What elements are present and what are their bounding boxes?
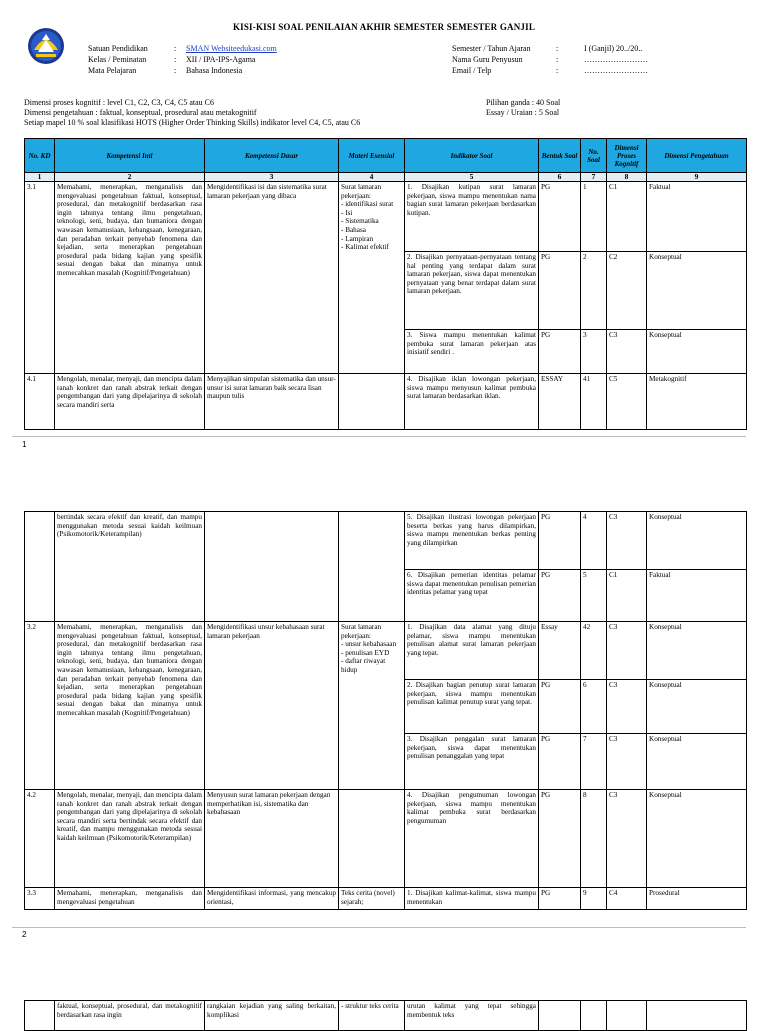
- spec-hots: Setiap mapel 10 % soal klasifikasi HOTS (Higher Order Thinking Skills) indikator level C4, C5, atau C6: [24, 118, 361, 127]
- materi-esensial: Teks cerita (novel) sejarah;: [339, 888, 405, 910]
- meta-sep: :: [556, 66, 559, 75]
- bentuk-soal: PG: [539, 790, 581, 888]
- kd-number: [25, 512, 55, 622]
- kompetensi-dasar: Mengidentifikasi isi dan sistematika surat lamaran pekerjaan yang dibaca: [205, 182, 339, 374]
- no-soal: 2: [581, 252, 607, 330]
- table-row: [25, 888, 747, 910]
- proses-kognitif: C5: [607, 374, 647, 430]
- proses-kognitif: C2: [607, 252, 647, 330]
- table-row: [25, 790, 747, 888]
- proses-kognitif: C3: [607, 680, 647, 734]
- bentuk-soal: PG: [539, 512, 581, 570]
- meta-semester-label: Semester / Tahun Ajaran: [452, 44, 531, 53]
- kisi-table-page-2: [24, 511, 747, 910]
- table-row: [25, 182, 747, 252]
- kompetensi-inti: bertindak secara efektif dan kreatif, dan mampu menggunakan metoda sesuai kaidah keilmuan (Psikomotorik/Keterampilan): [55, 512, 205, 622]
- bentuk-soal: PG: [539, 252, 581, 330]
- meta-sep: :: [556, 55, 559, 64]
- kd-number: 3.2: [25, 622, 55, 790]
- kd-number: 3.1: [25, 182, 55, 374]
- indikator-soal: 2. Disajikan pernyataan-pernyataan tentang hal penting yang terdapat dalam surat lamaran pekerjaan, siswa dapat menentukan pernyataan yang benar terdapat dalam surat lamaran pekerjaan.: [405, 252, 539, 330]
- meta-subject-label: Mata Pelajaran: [88, 66, 137, 75]
- school-link[interactable]: SMAN Websiteedukasi.com: [186, 44, 277, 53]
- materi-title: Surat lamaran pekerjaan:: [341, 623, 382, 640]
- meta-sep: :: [174, 66, 177, 75]
- bentuk-soal: PG: [539, 680, 581, 734]
- dimensi-pengetahuan: Metakognitif: [647, 374, 747, 430]
- proses-kognitif: C3: [607, 512, 647, 570]
- header-cell: Dimensi Pengetahuan: [647, 139, 747, 173]
- bentuk-soal: Essay: [539, 622, 581, 680]
- proses-kognitif: C1: [607, 570, 647, 622]
- materi-item: - Lampiran: [341, 234, 374, 243]
- no-soal: 3: [581, 330, 607, 374]
- no-soal: 41: [581, 374, 607, 430]
- kompetensi-inti: Mengolah, menalar, menyaji, dan mencipta dalam ranah konkret dan ranah abstrak terkait dengan pengembangan dari yang dipelajarinya di sekolah secara mandiri serta: [55, 374, 205, 430]
- table-header-row: [25, 139, 747, 173]
- indikator-soal: 1. Disajikan kalimat-kalimat, siswa mampu menentukan: [405, 888, 539, 910]
- kd-number: [25, 1001, 55, 1031]
- table-row: [25, 374, 747, 430]
- materi-esensial: [339, 790, 405, 888]
- meta-sep: :: [174, 55, 177, 64]
- col-number: 6: [539, 173, 581, 182]
- materi-list: [341, 200, 402, 252]
- materi-item: - Sistematika: [341, 217, 379, 226]
- no-soal: 1: [581, 182, 607, 252]
- materi-item: - identifikasi surat: [341, 200, 394, 209]
- dimensi-pengetahuan: Konseptual: [647, 252, 747, 330]
- table-row: [25, 512, 747, 570]
- meta-sep: :: [556, 44, 559, 53]
- indikator-soal: 2. Disajikan bagian penutup surat lamaran pekerjaan, siswa mampu menentukan penulisan kalimat penutup surat yang tepat.: [405, 680, 539, 734]
- kompetensi-dasar: Mengidentifikasi informasi, yang mencakup orientasi,: [205, 888, 339, 910]
- proses-kognitif: C4: [607, 888, 647, 910]
- dimensi-pengetahuan: Konseptual: [647, 790, 747, 888]
- kompetensi-inti: Memahami, menerapkan, menganalisis dan mengevaluasi pengetahuan faktual, konseptual, prosedural, dan metakognitif berdasarkan rasa ingin tahunya tentang ilmu pengetahuan, teknologi, seni, budaya, dan humaniora dengan wawasan kemanusiaan, kebangsaan, kenegaraan, dan peradaban terkait penyebab fenomena dan kejadian, serta menerapkan pengetahuan prosedural pada bidang kajian yang spesifik sesuai dengan bakat dan minatnya untuk memecahkan masalah (Kognitif/Pengetahuan): [55, 622, 205, 790]
- materi-item: - unsur kebahasaan: [341, 640, 397, 649]
- page-number: 2: [22, 930, 27, 939]
- indikator-soal: 1. Disajikan kutipan surat lamaran pekerjaan, siswa mampu menentukan nama bagian surat lamaran pekerjaan berdasarkan kutipan.: [405, 182, 539, 252]
- header-cell: Indikator Soal: [405, 139, 539, 173]
- indikator-soal: 1. Disajikan data alamat yang dituju pelamar, siswa mampu menentukan penulisan alamat surat lamaran pekerjaan yang tepat.: [405, 622, 539, 680]
- no-soal: 42: [581, 622, 607, 680]
- bentuk-soal: ESSAY: [539, 374, 581, 430]
- meta-email-value: ……………………: [584, 66, 648, 75]
- header-cell: Kompetensi Inti: [55, 139, 205, 173]
- dimensi-pengetahuan: Konseptual: [647, 512, 747, 570]
- header-cell: No. Soal: [581, 139, 607, 173]
- spec-pengetahuan: Dimensi pengetahuan : faktual, konseptual, prosedural atau metakognitif: [24, 108, 257, 117]
- spec-pg: Pilihan ganda : 40 Soal: [486, 98, 561, 107]
- col-number: 4: [339, 173, 405, 182]
- table-row: [25, 622, 747, 680]
- indikator-soal: urutan kalimat yang tepat sehingga membentuk teks: [405, 1001, 539, 1031]
- indikator-soal: 6. Disajikan pemerian identitas pelamar siswa dapat menentukan penulisan pemerian identitas pelamar yang tepat: [405, 570, 539, 622]
- meta-class-value: XII / IPA-IPS-Agama: [186, 55, 256, 64]
- column-number-row: [25, 173, 747, 182]
- meta-subject-value: Bahasa Indonesia: [186, 66, 243, 75]
- materi-esensial: [339, 374, 405, 430]
- no-soal: 7: [581, 734, 607, 790]
- dimensi-pengetahuan: Konseptual: [647, 734, 747, 790]
- kompetensi-inti: Mengolah, menalar, menyaji, dan mencipta dalam ranah konkret dan ranah abstrak terkait dengan pengembangan dari yang dipelajarinya di sekolah secara mandiri serta bertindak secara efektif dan kreatif, dan mampu menggunakan metoda sesuai kaidah keilmuan (Psikomotorik/Keterampilan): [55, 790, 205, 888]
- meta-semester-value: I (Ganjil) 20../20..: [584, 44, 643, 53]
- no-soal: 8: [581, 790, 607, 888]
- meta-school-label: Satuan Pendidikan: [88, 44, 148, 53]
- kisi-table-page-3: [24, 1000, 747, 1031]
- meta-teacher-value: ……………………: [584, 55, 648, 64]
- col-number: 7: [581, 173, 607, 182]
- kd-number: 3.3: [25, 888, 55, 910]
- dimensi-pengetahuan: Konseptual: [647, 330, 747, 374]
- header-cell: No. KD: [25, 139, 55, 173]
- col-number: 9: [647, 173, 747, 182]
- document-title: KISI-KISI SOAL PENILAIAN AKHIR SEMESTER SEMESTER GANJIL: [232, 22, 536, 32]
- indikator-soal: 3. Siswa mampu menentukan kalimat pembuka surat lamaran pekerjaan atas inisiatif sendiri .: [405, 330, 539, 374]
- materi-esensial: [339, 512, 405, 622]
- bentuk-soal: PG: [539, 330, 581, 374]
- kompetensi-dasar: Menyajikan simpulan sistematika dan unsur-unsur isi surat lamaran baik secara lisan maupun tulis: [205, 374, 339, 430]
- dimensi-pengetahuan: Prosedural: [647, 888, 747, 910]
- header-cell: Materi Esensial: [339, 139, 405, 173]
- header-cell: Kompetensi Dasar: [205, 139, 339, 173]
- proses-kognitif: C3: [607, 734, 647, 790]
- indikator-soal: 4. Disajikan iklan lowongan pekerjaan, siswa mampu menyusun kalimat pembuka surat lamaran berdasarkan iklan.: [405, 374, 539, 430]
- col-number: 3: [205, 173, 339, 182]
- dimensi-pengetahuan: Konseptual: [647, 622, 747, 680]
- materi-esensial: - struktur teks cerita: [339, 1001, 405, 1031]
- proses-kognitif: C3: [607, 790, 647, 888]
- header-cell: Dimensi Proses Kognitif: [607, 139, 647, 173]
- col-number: 1: [25, 173, 55, 182]
- kompetensi-inti: faktual, konseptual, prosedural, dan metakognitif berdasarkan rasa ingin: [55, 1001, 205, 1031]
- kompetensi-inti: Memahami, menerapkan, menganalisis dan mengevaluasi pengetahuan: [55, 888, 205, 910]
- indikator-soal: 3. Disajikan penggalan surat lamaran pekerjaan, siswa dapat menentukan penulisan penanggalan yang tepat: [405, 734, 539, 790]
- kompetensi-dasar: rangkaian kejadian yang saling berkaitan, komplikasi: [205, 1001, 339, 1031]
- kompetensi-dasar: Menyusun surat lamaran pekerjaan dengan memperhatikan isi, sistematika dan kebahasaan: [205, 790, 339, 888]
- bentuk-soal: PG: [539, 734, 581, 790]
- table-row: [25, 1001, 747, 1031]
- header-cell: Bentuk Soal: [539, 139, 581, 173]
- materi-item: - daftar riwayat hidup: [341, 657, 386, 674]
- col-number: 2: [55, 173, 205, 182]
- no-soal: [581, 1001, 607, 1031]
- spec-essay: Essay / Uraian : 5 Soal: [486, 108, 560, 117]
- page-number: 1: [22, 440, 27, 449]
- bentuk-soal: [539, 1001, 581, 1031]
- no-soal: 5: [581, 570, 607, 622]
- materi-list: [341, 640, 402, 674]
- proses-kognitif: [607, 1001, 647, 1031]
- proses-kognitif: C1: [607, 182, 647, 252]
- page-separator: [12, 927, 746, 928]
- bentuk-soal: PG: [539, 182, 581, 252]
- proses-kognitif: C3: [607, 330, 647, 374]
- materi-esensial: [339, 182, 405, 374]
- meta-class-label: Kelas / Peminatan: [88, 55, 147, 64]
- materi-esensial: [339, 622, 405, 790]
- bentuk-soal: PG: [539, 570, 581, 622]
- no-soal: 9: [581, 888, 607, 910]
- page-separator: [12, 436, 746, 437]
- spec-kognitif: Dimensi proses kognitif : level C1, C2, C3, C4, C5 atau C6: [24, 98, 214, 107]
- materi-item: - Kalimat efektif: [341, 243, 389, 252]
- meta-teacher-label: Nama Guru Penyusun: [452, 55, 523, 64]
- dimensi-pengetahuan: Faktual: [647, 570, 747, 622]
- bentuk-soal: PG: [539, 888, 581, 910]
- no-soal: 4: [581, 512, 607, 570]
- dimensi-pengetahuan: Faktual: [647, 182, 747, 252]
- dimensi-pengetahuan: [647, 1001, 747, 1031]
- materi-title: Surat lamaran pekerjaan:: [341, 183, 382, 200]
- meta-email-label: Email / Telp: [452, 66, 492, 75]
- kompetensi-dasar: [205, 512, 339, 622]
- kisi-table-page-1: [24, 138, 747, 430]
- kd-number: 4.2: [25, 790, 55, 888]
- dimensi-pengetahuan: Konseptual: [647, 680, 747, 734]
- kompetensi-dasar: Mengidentifikasi unsur kebahasaan surat lamaran pekerjaan: [205, 622, 339, 790]
- no-soal: 6: [581, 680, 607, 734]
- proses-kognitif: C3: [607, 622, 647, 680]
- col-number: 5: [405, 173, 539, 182]
- meta-sep: :: [174, 44, 177, 53]
- indikator-soal: 4. Disajikan pengumuman lowongan pekerjaan, siswa mampu menentukan kalimat pembuka surat berdasarkan pengumuman: [405, 790, 539, 888]
- col-number: 8: [607, 173, 647, 182]
- kompetensi-inti: Memahami, menerapkan, menganalisis dan mengevaluasi pengetahuan faktual, konseptual, prosedural, dan metakognitif berdasarkan rasa ingin tahunya tentang ilmu pengetahuan, teknologi, seni, budaya, dan humaniora dengan wawasan kemanusiaan, kebangsaan, kenegaraan, dan peradaban terkait penyebab fenomena dan kejadian, serta menerapkan pengetahuan prosedural pada bidang kajian yang spesifik sesuai dengan bakat dan minatnya untuk memecahkan masalah (Kognitif/Pengetahuan): [55, 182, 205, 374]
- kd-number: 4.1: [25, 374, 55, 430]
- indikator-soal: 5. Disajikan ilustrasi lowongan pekerjaan beserta berkas yang harus dilampirkan, siswa mampu menentukan berkas penting yang dilampirkan: [405, 512, 539, 570]
- materi-item: - penulisan EYD: [341, 648, 390, 657]
- materi-item: - Bahasa: [341, 225, 366, 234]
- materi-item: - Isi: [341, 208, 353, 217]
